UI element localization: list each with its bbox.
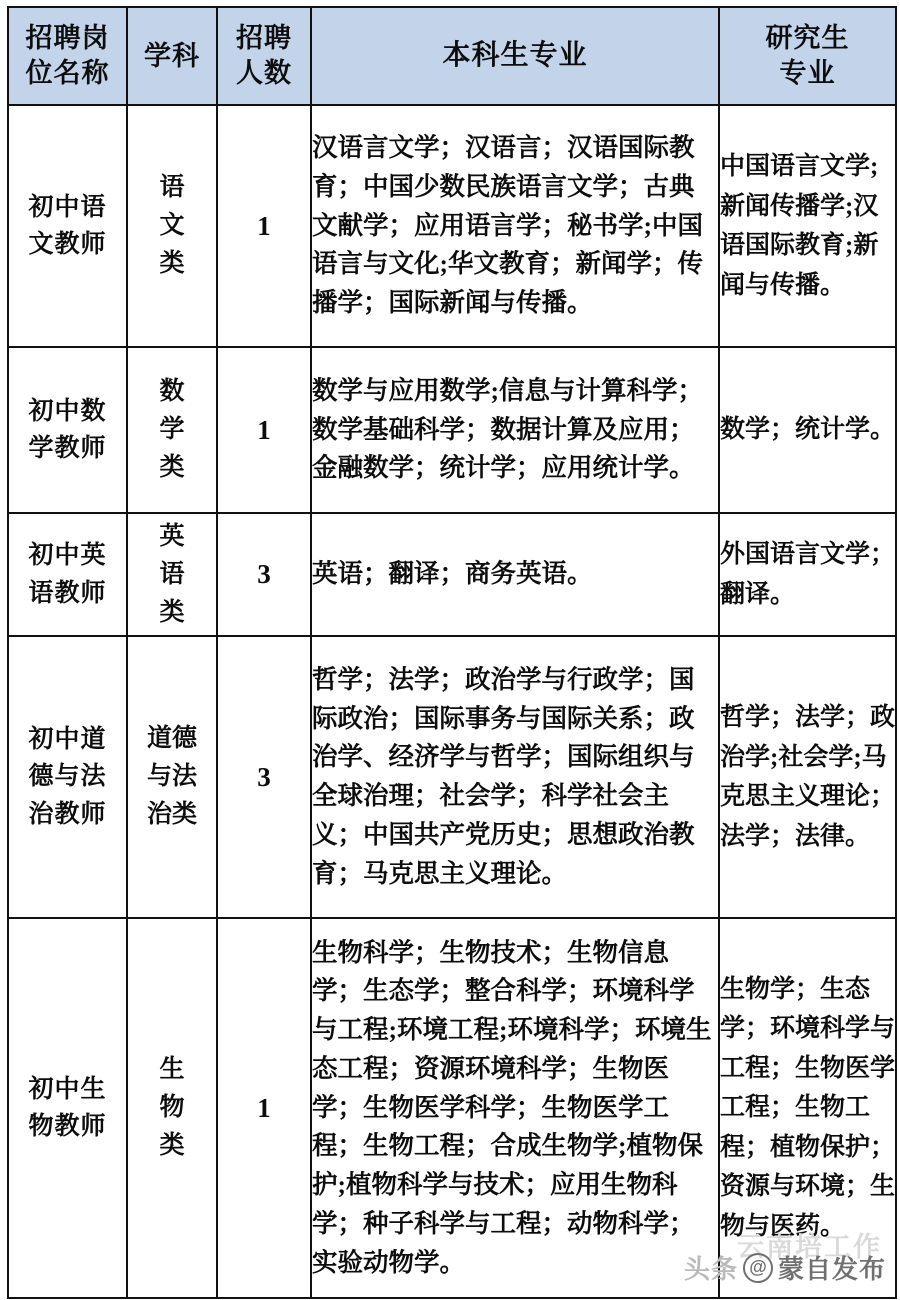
- watermark-source-label: 头条: [683, 1254, 738, 1284]
- cell-count: 1: [217, 918, 311, 1298]
- column-header-graduate-major: [719, 7, 896, 105]
- column-header-post-name-line2: 位名称: [25, 58, 110, 88]
- subject-line2: 文: [159, 212, 185, 239]
- cell-subject: [127, 105, 217, 347]
- subject-line3: 治类: [146, 801, 197, 828]
- cell-undergraduate-major: 哲学；法学；政治学与行政学；国际政治；国际事务与国际关系；政治学、经济学与哲学；国际组织与全球治理；社会学；科学社会主义；中国共产党历史；思想政治教育；马克思主义理论。: [311, 636, 719, 918]
- subject-line1: 生: [159, 1056, 185, 1083]
- table-body: [8, 105, 896, 1298]
- cell-post-name: [8, 105, 127, 347]
- cell-graduate-major: 中国语言文学;新闻传播学;汉语国际教育;新闻与传播。: [719, 105, 896, 347]
- column-header-subject: [127, 7, 217, 105]
- column-header-graduate-major-line1: 研究生: [765, 23, 850, 54]
- recruitment-positions-table: [7, 6, 897, 1299]
- column-header-count: [217, 7, 311, 105]
- subject-line2: 物: [159, 1094, 185, 1121]
- subject-line1: 数: [159, 378, 185, 405]
- cell-subject: [127, 513, 217, 636]
- cell-subject: [127, 918, 217, 1298]
- cell-post-name: [8, 918, 127, 1298]
- post-name-line1: 初中数: [28, 397, 107, 425]
- cell-subject: [127, 636, 217, 918]
- cell-count: 3: [217, 513, 311, 636]
- cell-graduate-major: 数学；统计学。: [719, 347, 896, 513]
- column-header-count-line2: 人数: [236, 58, 292, 88]
- at-symbol-icon: @: [743, 1253, 773, 1283]
- cell-undergraduate-major: 生物科学；生物技术；生物信息学；生态学；整合科学；环境科学与工程;环境工程;环境科学；环境生态工程；资源环境科学；生物医学；生物医学科学；生物医学工程；生物工程；合成生物学;植物保护;植物科学与技术；应用生物科学；种子科学与工程；动物科学；实验动物学。: [311, 918, 719, 1298]
- subject-line2: 与法: [146, 763, 197, 790]
- post-name-line2: 学教师: [28, 435, 107, 462]
- post-name-line2: 德与法: [28, 763, 107, 791]
- column-header-count-line1: 招聘: [236, 23, 292, 54]
- subject-line3: 类: [159, 1132, 185, 1159]
- post-name-line1: 初中生: [28, 1075, 107, 1103]
- table-row: [8, 513, 896, 636]
- cell-post-name: [8, 513, 127, 636]
- cell-undergraduate-major: 英语；翻译；商务英语。: [311, 513, 719, 636]
- cell-count: 1: [217, 105, 311, 347]
- table-row: [8, 918, 896, 1298]
- post-name-line2: 物教师: [28, 1113, 107, 1140]
- post-name-line1: 初中道: [28, 725, 107, 753]
- cell-graduate-major: 外国语言文学；翻译。: [719, 513, 896, 636]
- table-row: [8, 347, 896, 513]
- subject-line3: 类: [159, 454, 185, 481]
- subject-line1: 英: [159, 522, 185, 550]
- column-header-post-name-line1: 招聘岗: [25, 23, 110, 54]
- column-header-undergraduate-major: [311, 7, 719, 105]
- background-watermark-text: 云南培工作: [737, 1232, 882, 1262]
- post-name-line2: 文教师: [28, 231, 107, 258]
- post-name-line3: 治教师: [28, 800, 107, 828]
- table-header: [8, 7, 896, 105]
- cell-count: 1: [217, 347, 311, 513]
- subject-line1: 道德: [146, 725, 197, 752]
- column-header-post-name: [8, 7, 127, 105]
- cell-graduate-major: 哲学；法学；政治学;社会学;马克思主义理论；法学；法律。: [719, 636, 896, 918]
- cell-count: 3: [217, 636, 311, 918]
- subject-line3: 类: [159, 250, 185, 277]
- cell-post-name: [8, 347, 127, 513]
- watermark-account-label: 蒙自发布: [777, 1254, 886, 1284]
- table-row: [8, 636, 896, 918]
- column-header-graduate-major-line2: 专业: [779, 58, 836, 88]
- subject-line2: 语: [159, 560, 185, 588]
- post-name-line2: 语教师: [28, 579, 107, 607]
- subject-line1: 语: [159, 174, 185, 201]
- cell-subject: [127, 347, 217, 513]
- subject-line3: 类: [159, 598, 185, 626]
- cell-undergraduate-major: 汉语言文学；汉语言；汉语国际教育；中国少数民族语言文学；古典文献学；应用语言学；秘书学;中国语言与文化;华文教育；新闻学；传播学；国际新闻与传播。: [311, 105, 719, 347]
- column-header-undergraduate-major-line1: 本科生专业: [442, 40, 588, 72]
- cell-undergraduate-major: 数学与应用数学;信息与计算科学；数学基础科学；数据计算及应用；金融数学；统计学；应用统计学。: [311, 347, 719, 513]
- cell-post-name: [8, 636, 127, 918]
- table-row: [8, 105, 896, 347]
- subject-line2: 学: [159, 416, 185, 443]
- post-name-line1: 初中英: [28, 542, 107, 569]
- table-header-row: [8, 7, 896, 105]
- column-header-subject-line1: 学科: [144, 40, 200, 71]
- cell-graduate-major: 生物学；生态学；环境科学与工程；生物医学工程；生物工程；植物保护；资源与环境；生物与医药。: [719, 918, 896, 1298]
- post-name-line1: 初中语: [28, 193, 107, 221]
